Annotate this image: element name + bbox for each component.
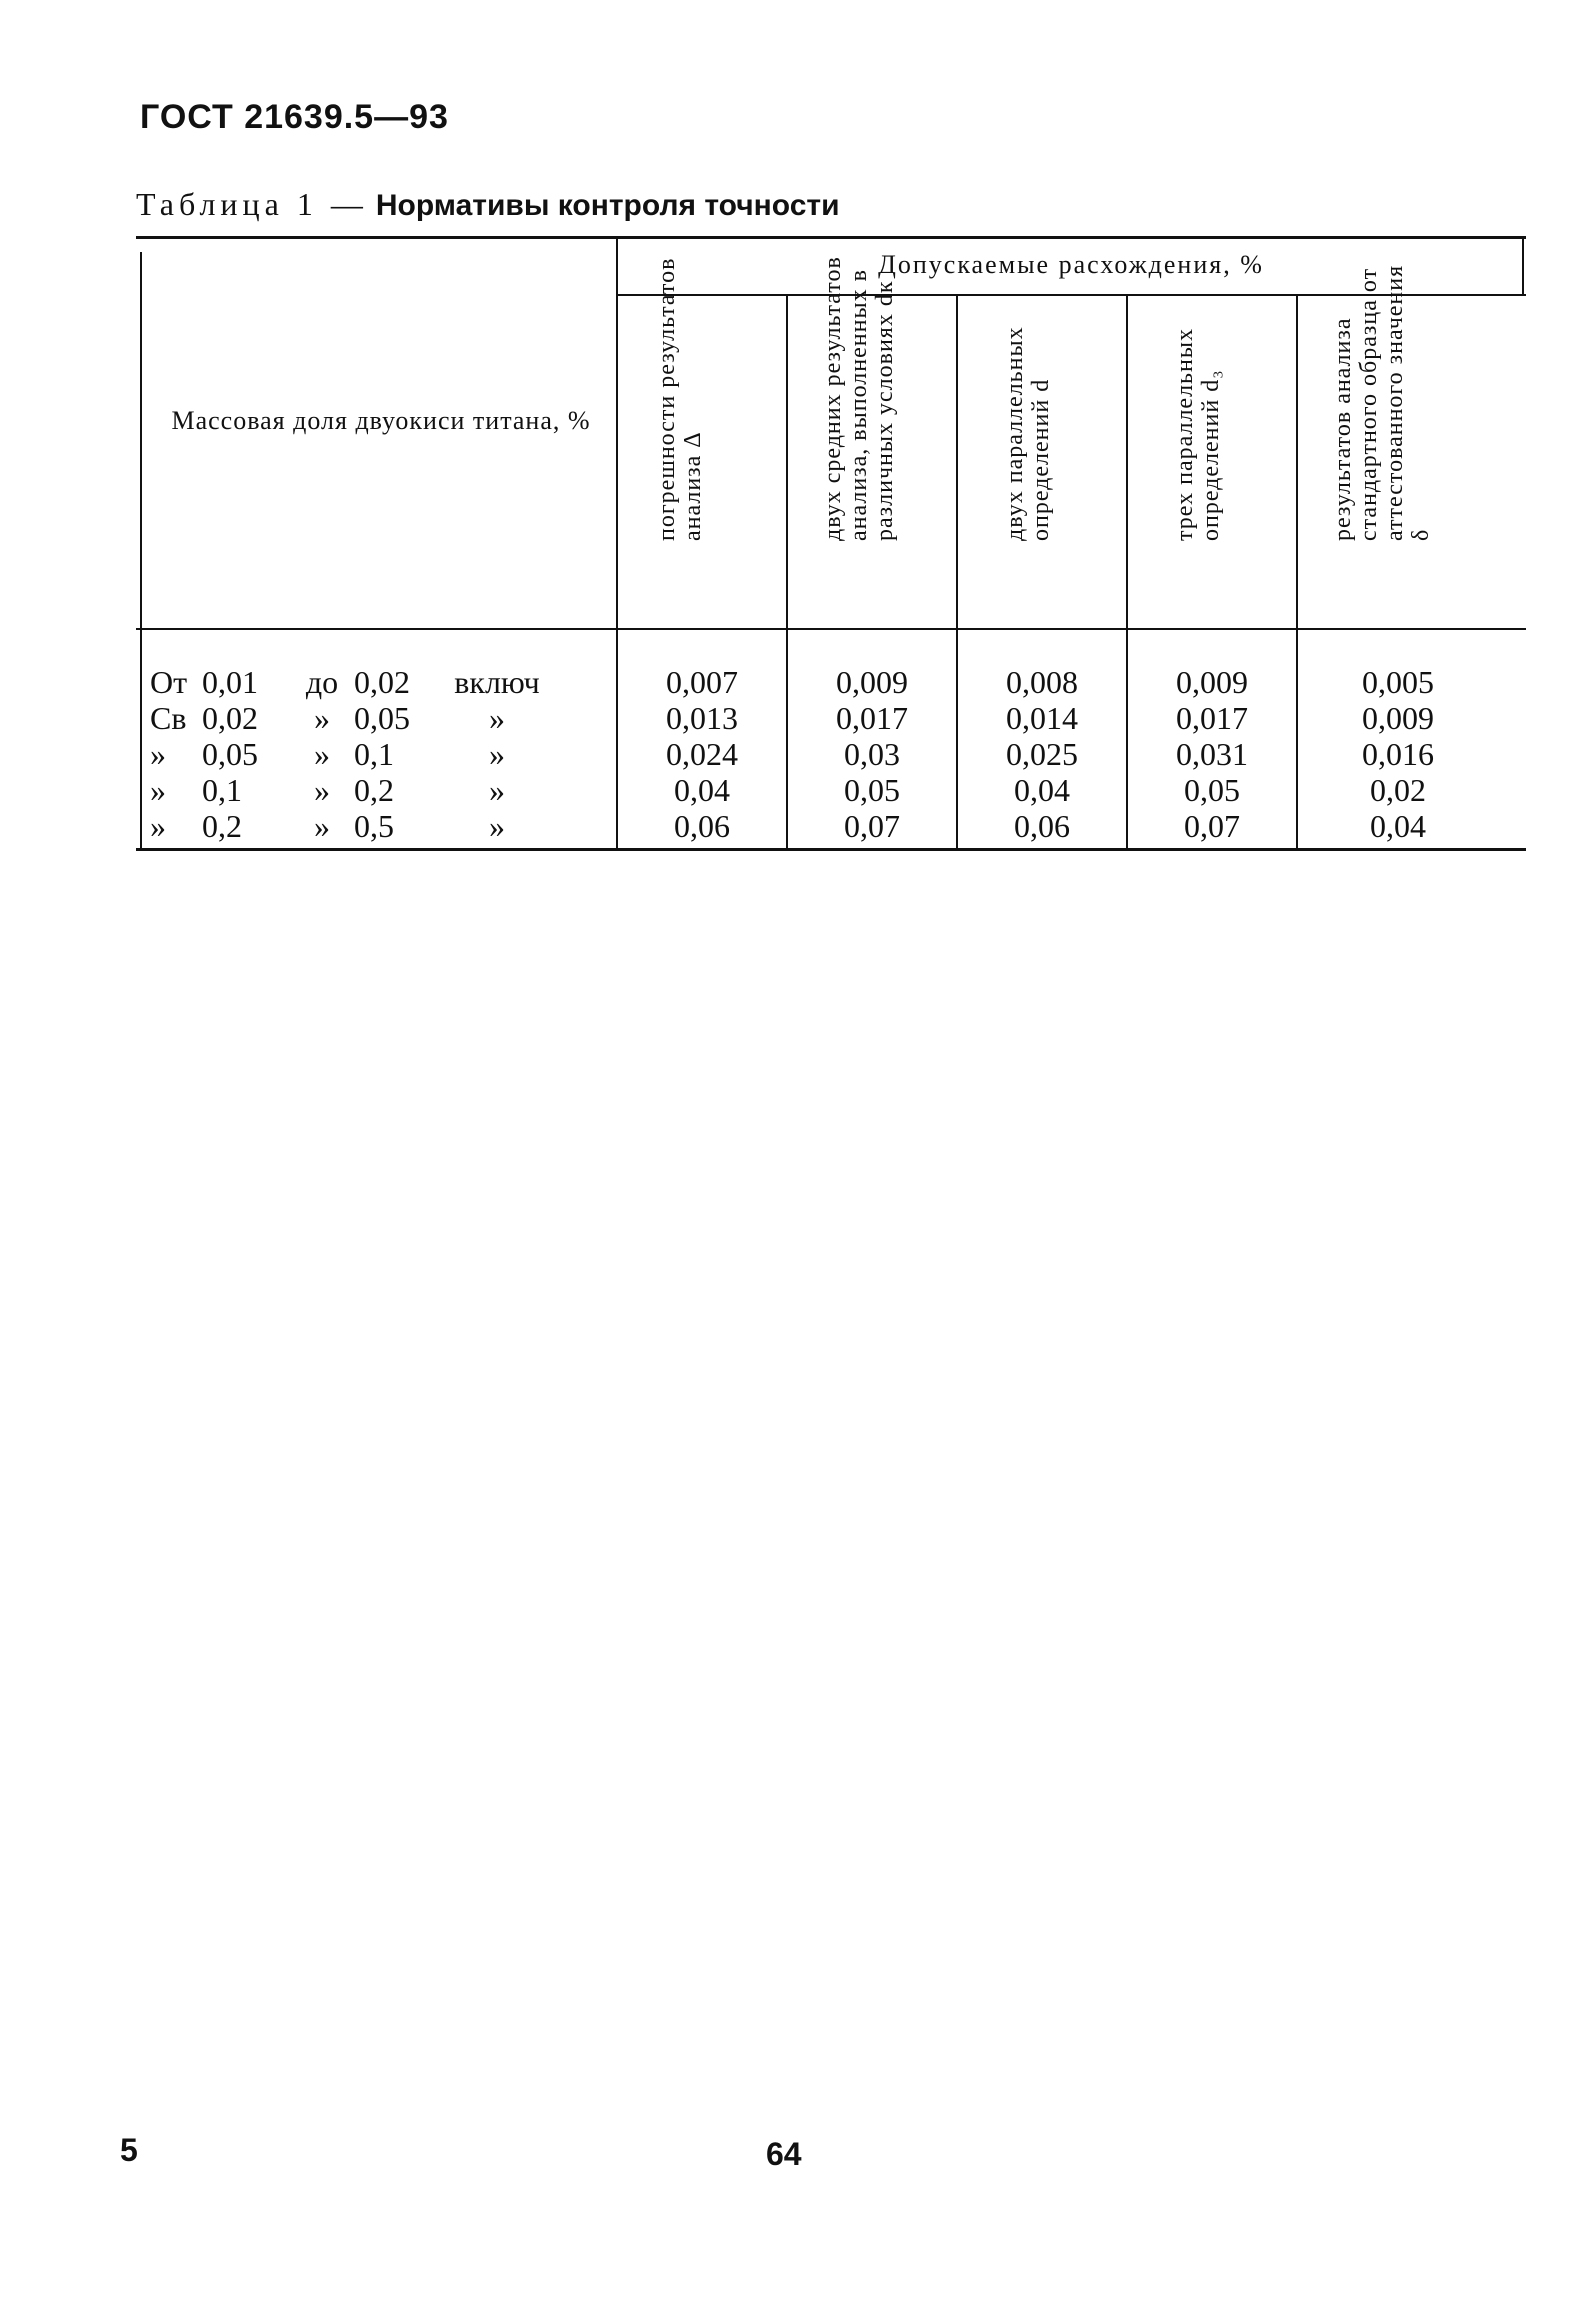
row-value-col5: 0,016 <box>1362 736 1434 772</box>
row-range-suffix: » <box>489 736 505 772</box>
col0-header: Массовая доля двуокиси титана, % <box>171 406 591 435</box>
row-range-sep: » <box>314 772 330 808</box>
row-range-to: 0,1 <box>354 736 394 772</box>
table-row <box>136 736 1526 772</box>
table-top-rule <box>136 236 1526 239</box>
row-range-from: 0,02 <box>202 700 258 736</box>
table-row <box>136 700 1526 736</box>
row-value-col2: 0,009 <box>836 664 908 700</box>
row-range-suffix: включ <box>454 664 540 700</box>
row-value-col4: 0,031 <box>1176 736 1248 772</box>
table-bottom-rule <box>136 848 1526 851</box>
document-id: ГОСТ 21639.5—93 <box>140 98 449 136</box>
row-value-col3: 0,025 <box>1006 736 1078 772</box>
row-range-from: 0,1 <box>202 772 242 808</box>
row-value-col3: 0,014 <box>1006 700 1078 736</box>
col4-header: трех параллельных определений d₃ <box>1172 328 1224 541</box>
table-row <box>136 808 1526 844</box>
header-bottom-rule <box>136 628 1526 630</box>
row-range-prefix: От <box>150 664 188 700</box>
row-range-prefix: Св <box>150 700 187 736</box>
row-value-col2: 0,03 <box>844 736 900 772</box>
row-value-col2: 0,017 <box>836 700 908 736</box>
row-value-col1: 0,06 <box>674 808 730 844</box>
row-range-suffix: » <box>489 772 505 808</box>
accuracy-table <box>136 236 1526 856</box>
row-value-col4: 0,05 <box>1184 772 1240 808</box>
row-value-col1: 0,013 <box>666 700 738 736</box>
col5-header: результатов анализа стандартного образца от аттестованного значения δ <box>1330 264 1434 541</box>
row-range-from: 0,05 <box>202 736 258 772</box>
row-value-col5: 0,009 <box>1362 700 1434 736</box>
row-range-prefix: » <box>150 808 166 844</box>
row-range-from: 0,01 <box>202 664 258 700</box>
row-range-suffix: » <box>489 700 505 736</box>
row-range-prefix: » <box>150 736 166 772</box>
row-range-to: 0,5 <box>354 808 394 844</box>
row-value-col5: 0,02 <box>1370 772 1426 808</box>
row-value-col1: 0,024 <box>666 736 738 772</box>
col2-header: двух средних результатов анализа, выполненных в различных условиях dк <box>820 256 898 541</box>
col1-header: погрешности результатов анализа Δ <box>654 257 706 541</box>
row-range-to: 0,02 <box>354 664 410 700</box>
row-value-col5: 0,005 <box>1362 664 1434 700</box>
col3-header: двух параллельных определений d <box>1002 326 1054 541</box>
table-row <box>136 772 1526 808</box>
row-range-sep: до <box>305 664 339 700</box>
row-value-col2: 0,07 <box>844 808 900 844</box>
row-range-prefix: » <box>150 772 166 808</box>
row-range-from: 0,2 <box>202 808 242 844</box>
row-range-to: 0,05 <box>354 700 410 736</box>
table-caption <box>136 186 840 223</box>
row-value-col1: 0,04 <box>674 772 730 808</box>
row-value-col5: 0,04 <box>1370 808 1426 844</box>
row-value-col2: 0,05 <box>844 772 900 808</box>
footer-left-mark: 5 <box>120 2132 138 2168</box>
table-row <box>136 664 1526 700</box>
row-value-col3: 0,04 <box>1014 772 1070 808</box>
table-caption-title: Нормативы контроля точности <box>375 189 840 222</box>
row-range-sep: » <box>314 700 330 736</box>
row-value-col1: 0,007 <box>666 664 738 700</box>
row-range-suffix: » <box>489 808 505 844</box>
row-value-col4: 0,017 <box>1176 700 1248 736</box>
page-number: 64 <box>766 2136 802 2172</box>
row-range-sep: » <box>314 736 330 772</box>
row-value-col4: 0,07 <box>1184 808 1240 844</box>
row-value-col3: 0,06 <box>1014 808 1070 844</box>
row-value-col3: 0,008 <box>1006 664 1078 700</box>
row-range-sep: » <box>314 808 330 844</box>
row-range-to: 0,2 <box>354 772 394 808</box>
table-caption-label: Таблица 1 — <box>136 186 368 222</box>
row-value-col4: 0,009 <box>1176 664 1248 700</box>
group-header: Допускаемые расхождения, % <box>878 250 1264 279</box>
